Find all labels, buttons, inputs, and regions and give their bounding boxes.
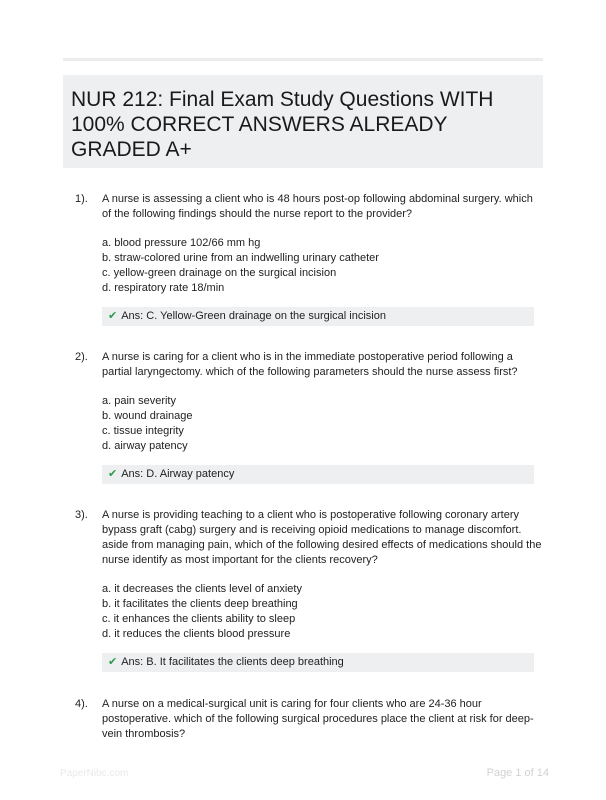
option-a: a. it decreases the clients level of anxiety [102, 583, 302, 595]
option-d: d. it reduces the clients blood pressure [102, 628, 291, 640]
option-a: a. pain severity [102, 395, 176, 407]
option-c: c. it enhances the clients ability to sleep [102, 613, 296, 625]
answer-box [102, 653, 534, 672]
answer-text: Ans: C. Yellow-Green drainage on the surgical incision [121, 310, 386, 322]
option-a: a. blood pressure 102/66 mm hg [102, 237, 261, 249]
header-divider [63, 58, 543, 61]
page-number: Page 1 of 14 [486, 767, 549, 779]
option-c: c. yellow-green drainage on the surgical incision [102, 267, 337, 279]
question-3 [75, 508, 545, 672]
question-text: A nurse is caring for a client who is in the immediate postoperative period following a partial laryngectomy. which of the following parameters should the nurse assess first? [102, 351, 518, 378]
option-c: c. tissue integrity [102, 425, 184, 437]
answer-box [102, 307, 534, 326]
question-4 [75, 697, 545, 742]
option-b: b. wound drainage [102, 410, 193, 422]
title-banner [63, 75, 543, 168]
option-list [102, 394, 545, 454]
question-1 [75, 192, 545, 326]
question-2 [75, 350, 545, 484]
option-d: d. airway patency [102, 440, 188, 452]
question-text: A nurse on a medical-surgical unit is caring for four clients who are 24-36 hour postoperative. which of the following surgical procedures place the client at risk for deep-vein thrombosis? [102, 698, 534, 740]
checkmark-icon: ✔ [108, 656, 118, 668]
answer-text: Ans: D. Airway patency [121, 468, 235, 480]
question-number: 2). [75, 351, 88, 363]
question-number: 3). [75, 509, 88, 521]
document-title: NUR 212: Final Exam Study Questions WITH 100% CORRECT ANSWERS ALREADY GRADED A+ [71, 88, 494, 161]
question-text: A nurse is providing teaching to a client who is postoperative following coronary artery bypass graft (cabg) surgery and is receiving opioid medications to manage discomfort. aside from managing pain, which of the following desired effects of medications should the nurse identify as most important for the clients recovery? [102, 509, 542, 566]
answer-box [102, 465, 534, 484]
answer-text: Ans: B. It facilitates the clients deep breathing [121, 656, 344, 668]
option-list [102, 582, 545, 642]
option-d: d. respiratory rate 18/min [102, 282, 225, 294]
footer-watermark: PaperNibc.com [60, 768, 129, 779]
option-list [102, 236, 545, 296]
question-number: 4). [75, 698, 88, 710]
question-text: A nurse is assessing a client who is 48 hours post-op following abdominal surgery. which of the following findings should the nurse report to the provider? [102, 193, 533, 220]
question-number: 1). [75, 193, 88, 205]
option-b: b. straw-colored urine from an indwelling urinary catheter [102, 252, 379, 264]
checkmark-icon: ✔ [108, 468, 118, 480]
option-b: b. it facilitates the clients deep breathing [102, 598, 298, 610]
checkmark-icon: ✔ [108, 310, 118, 322]
